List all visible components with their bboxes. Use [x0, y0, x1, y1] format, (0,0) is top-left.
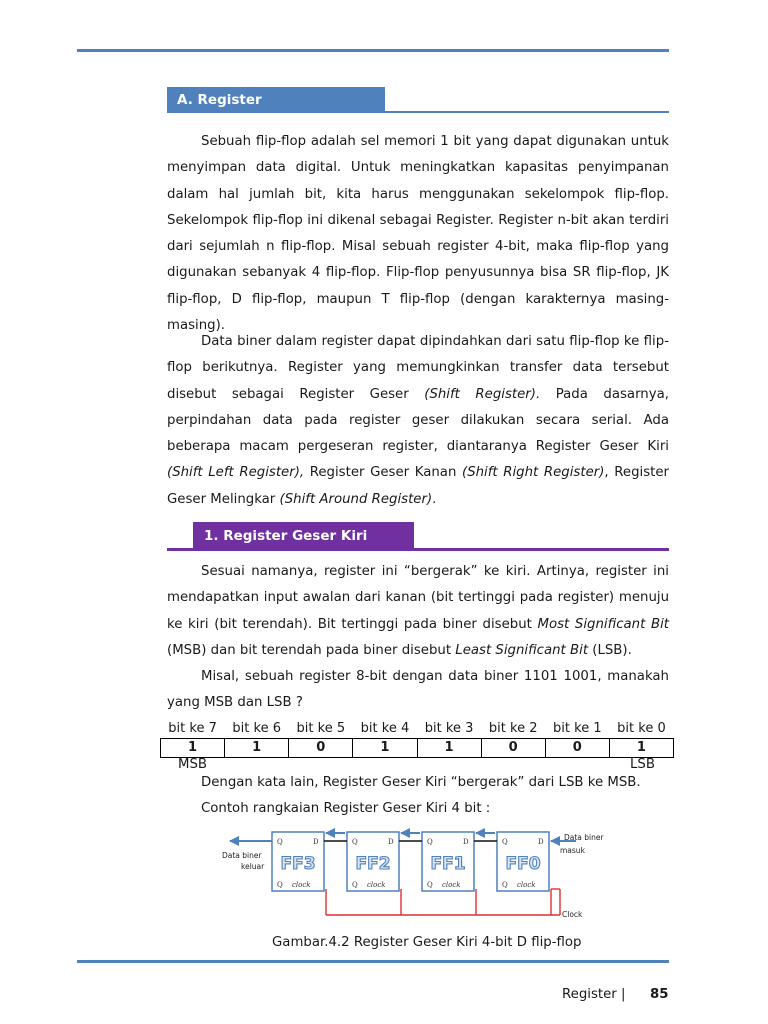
shift-register-diagram — [214, 823, 634, 931]
bit-header: bit ke 3 — [424, 720, 474, 736]
bit-table-value-row — [161, 738, 674, 757]
label-data-in-1: Data biner — [564, 833, 604, 842]
svg-text:clock: clock — [517, 881, 536, 889]
bottom-rule — [77, 960, 669, 963]
section-heading-register: A. Register — [167, 87, 385, 112]
paragraph-shift-left: Sesuai namanya, register ini “bergerak” ke kiri. Artinya, register ini mendapatkan input awalan dari kanan (bit tertinggi pada register) menuju ke kiri (bit terendah). Bit tertinggi pada biner disebut Most Significant Bit (MSB) dan bit terendah pada biner disebut Least Significant Bit (LSB). — [167, 564, 669, 658]
flipflop-ff0 — [497, 832, 549, 891]
bit-header: bit ke 6 — [232, 720, 281, 736]
bit-value: 0 — [545, 738, 609, 757]
svg-text:clock: clock — [367, 881, 386, 889]
bit-header: bit ke 1 — [553, 720, 602, 736]
label-data-in-2: masuk — [560, 846, 585, 855]
svg-text:Q: Q — [502, 881, 508, 889]
bit-value: 0 — [481, 738, 545, 757]
bit-value: 1 — [609, 738, 673, 757]
svg-text:D: D — [463, 838, 469, 846]
svg-text:Q: Q — [277, 881, 283, 889]
bit-header: bit ke 2 — [488, 720, 538, 736]
bit-table-header-row — [161, 719, 674, 738]
bit-value: 1 — [225, 738, 289, 757]
bit-value: 1 — [161, 738, 225, 757]
ff2-label: FF2 — [355, 854, 391, 874]
paragraph-register-intro: Sebuah flip-flop adalah sel memori 1 bit yang dapat digunakan untuk menyimpan data digital. Untuk meningkatkan kapasitas penyimpanan dalam hal jumlah bit, kita harus menggunakan sekelompok flip-flop. Sekelompok flip-flop ini dikenal sebagai Register. Register n-bit akan terdiri dari sejumlah n flip-flop. Misal sebuah register 4-bit, maka flip-flop yang digunakan sebanyak 4 flip-flop. Flip-flop penyusunnya bisa SR flip-flop, JK flip-flop, D flip-flop, maupun T flip-flop (dengan karakternya masing-masing). — [167, 134, 669, 334]
bit-value: 1 — [417, 738, 481, 757]
footer-page-number: 85 — [650, 987, 669, 1002]
ff3-label: FF3 — [280, 854, 316, 874]
label-clock: Clock — [562, 910, 583, 919]
bit-header: bit ke 0 — [617, 720, 666, 736]
bit-value: 0 — [289, 738, 353, 757]
bit-header: bit ke 4 — [360, 720, 410, 736]
line-contoh-rangkaian: Contoh rangkaian Register Geser Kiri 4 bit : — [201, 801, 491, 816]
svg-text:D: D — [388, 838, 394, 846]
subsection-heading-shift-left: 1. Register Geser Kiri — [193, 522, 414, 550]
ff0-label: FF0 — [505, 854, 541, 874]
paragraph-shift-register: Data biner dalam register dapat dipindahkan dari satu flip-flop ke flip-flop berikutnya. Register yang memungkinkan transfer data tersebut disebut sebagai Register Geser (Shift Register). Pada dasarnya, perpindahan data pada register geser dilakukan secara serial. Ada beberapa macam pergeseran register, diantaranya Register Geser Kiri (Shift Left Register), Register Geser Kanan (Shift Right Register), Register Geser Melingkar (Shift Around Register). — [167, 334, 670, 507]
lsb-label: LSB — [630, 757, 655, 772]
svg-text:Q: Q — [427, 838, 433, 846]
section-heading-rule — [167, 111, 669, 113]
svg-text:Q: Q — [277, 838, 283, 846]
svg-text:Q: Q — [502, 838, 508, 846]
flipflop-ff3 — [272, 832, 324, 891]
flipflop-ff1 — [422, 832, 474, 891]
bit-value: 1 — [353, 738, 417, 757]
svg-text:Q: Q — [427, 881, 433, 889]
clock-lines — [326, 889, 560, 915]
bit-header: bit ke 7 — [168, 720, 217, 736]
bit-table — [160, 719, 674, 758]
flipflop-ff2 — [347, 832, 399, 891]
figure-caption: Gambar.4.2 Register Geser Kiri 4-bit D flip-flop — [272, 935, 582, 950]
svg-text:D: D — [313, 838, 319, 846]
svg-text:clock: clock — [442, 881, 461, 889]
ff1-label: FF1 — [430, 854, 466, 874]
svg-text:Q: Q — [352, 838, 358, 846]
footer-chapter-label: Register | — [562, 987, 626, 1002]
msb-label: MSB — [178, 757, 208, 772]
line-dengan-kata-lain: Dengan kata lain, Register Geser Kiri “bergerak” dari LSB ke MSB. — [201, 775, 641, 790]
label-data-out-1: Data biner — [222, 851, 262, 860]
top-rule — [77, 49, 669, 52]
svg-text:clock: clock — [292, 881, 311, 889]
label-data-out-2: keluar — [241, 862, 265, 871]
bit-header: bit ke 5 — [296, 720, 346, 736]
paragraph-example: Misal, sebuah register 8-bit dengan data biner 1101 1001, manakah yang MSB dan LSB ? — [167, 669, 669, 711]
svg-text:Q: Q — [352, 881, 358, 889]
svg-text:D: D — [538, 838, 544, 846]
